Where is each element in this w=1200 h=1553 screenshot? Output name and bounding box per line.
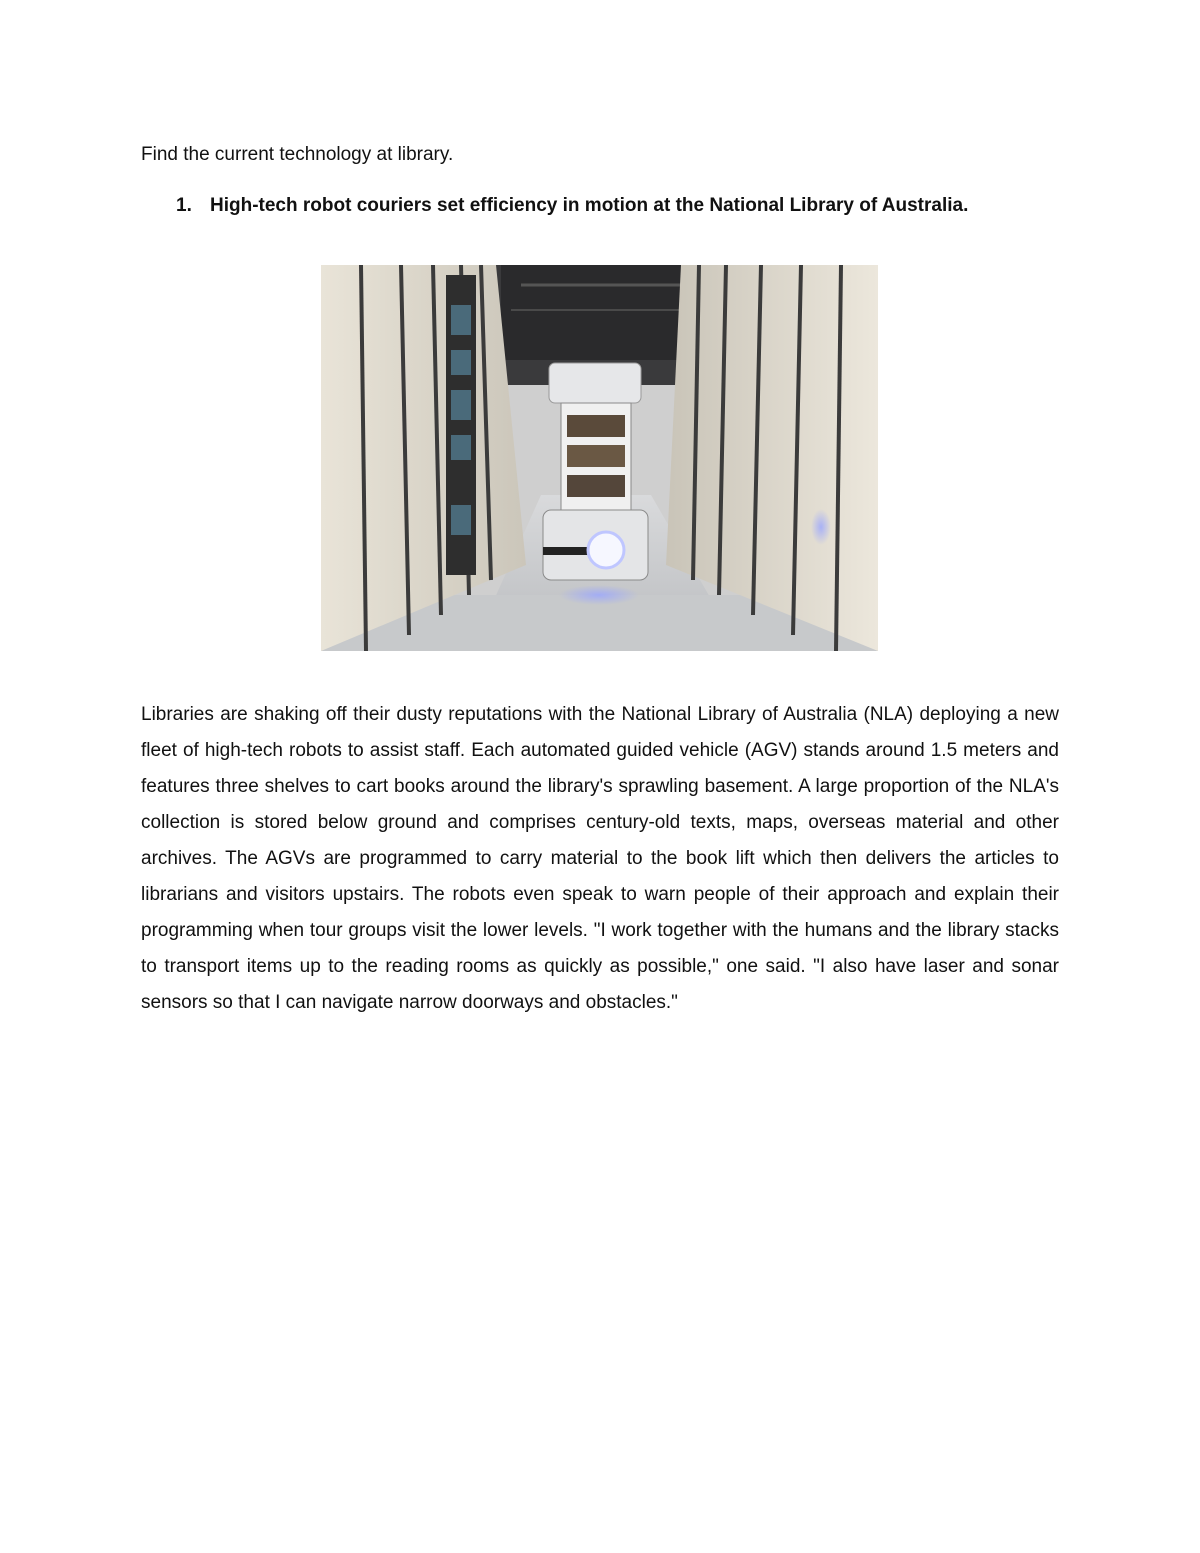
list-item (176, 194, 1006, 218)
list-item-number: 1. (176, 195, 192, 216)
library-robot-photo-icon (321, 265, 878, 651)
list-item-heading: High-tech robot couriers set efficiency in motion at the National Library of Australia. (210, 195, 969, 216)
robot-photo (321, 265, 878, 651)
intro-text: Find the current technology at library. (141, 144, 454, 165)
article-paragraph: Libraries are shaking off their dusty reputations with the National Library of Australia (NLA) deploying a new fleet of high-tech robots to assist staff. Each automated guided vehicle (AGV) stands around 1.5 meters and features three shelves to cart books around the library's sprawling basement. A large proportion of the NLA's collection is stored below ground and comprises century-old texts, maps, overseas material and other archives. The AGVs are programmed to carry material to the book lift which then delivers the articles to librarians and visitors upstairs. The robots even speak to warn people of their approach and explain their programming when tour groups visit the lower levels. "I work together with the humans and the library stacks to transport items up to the reading rooms as quickly as possible," one said. "I also have laser and sonar sensors so that I can navigate narrow doorways and obstacles." (141, 704, 1059, 1013)
